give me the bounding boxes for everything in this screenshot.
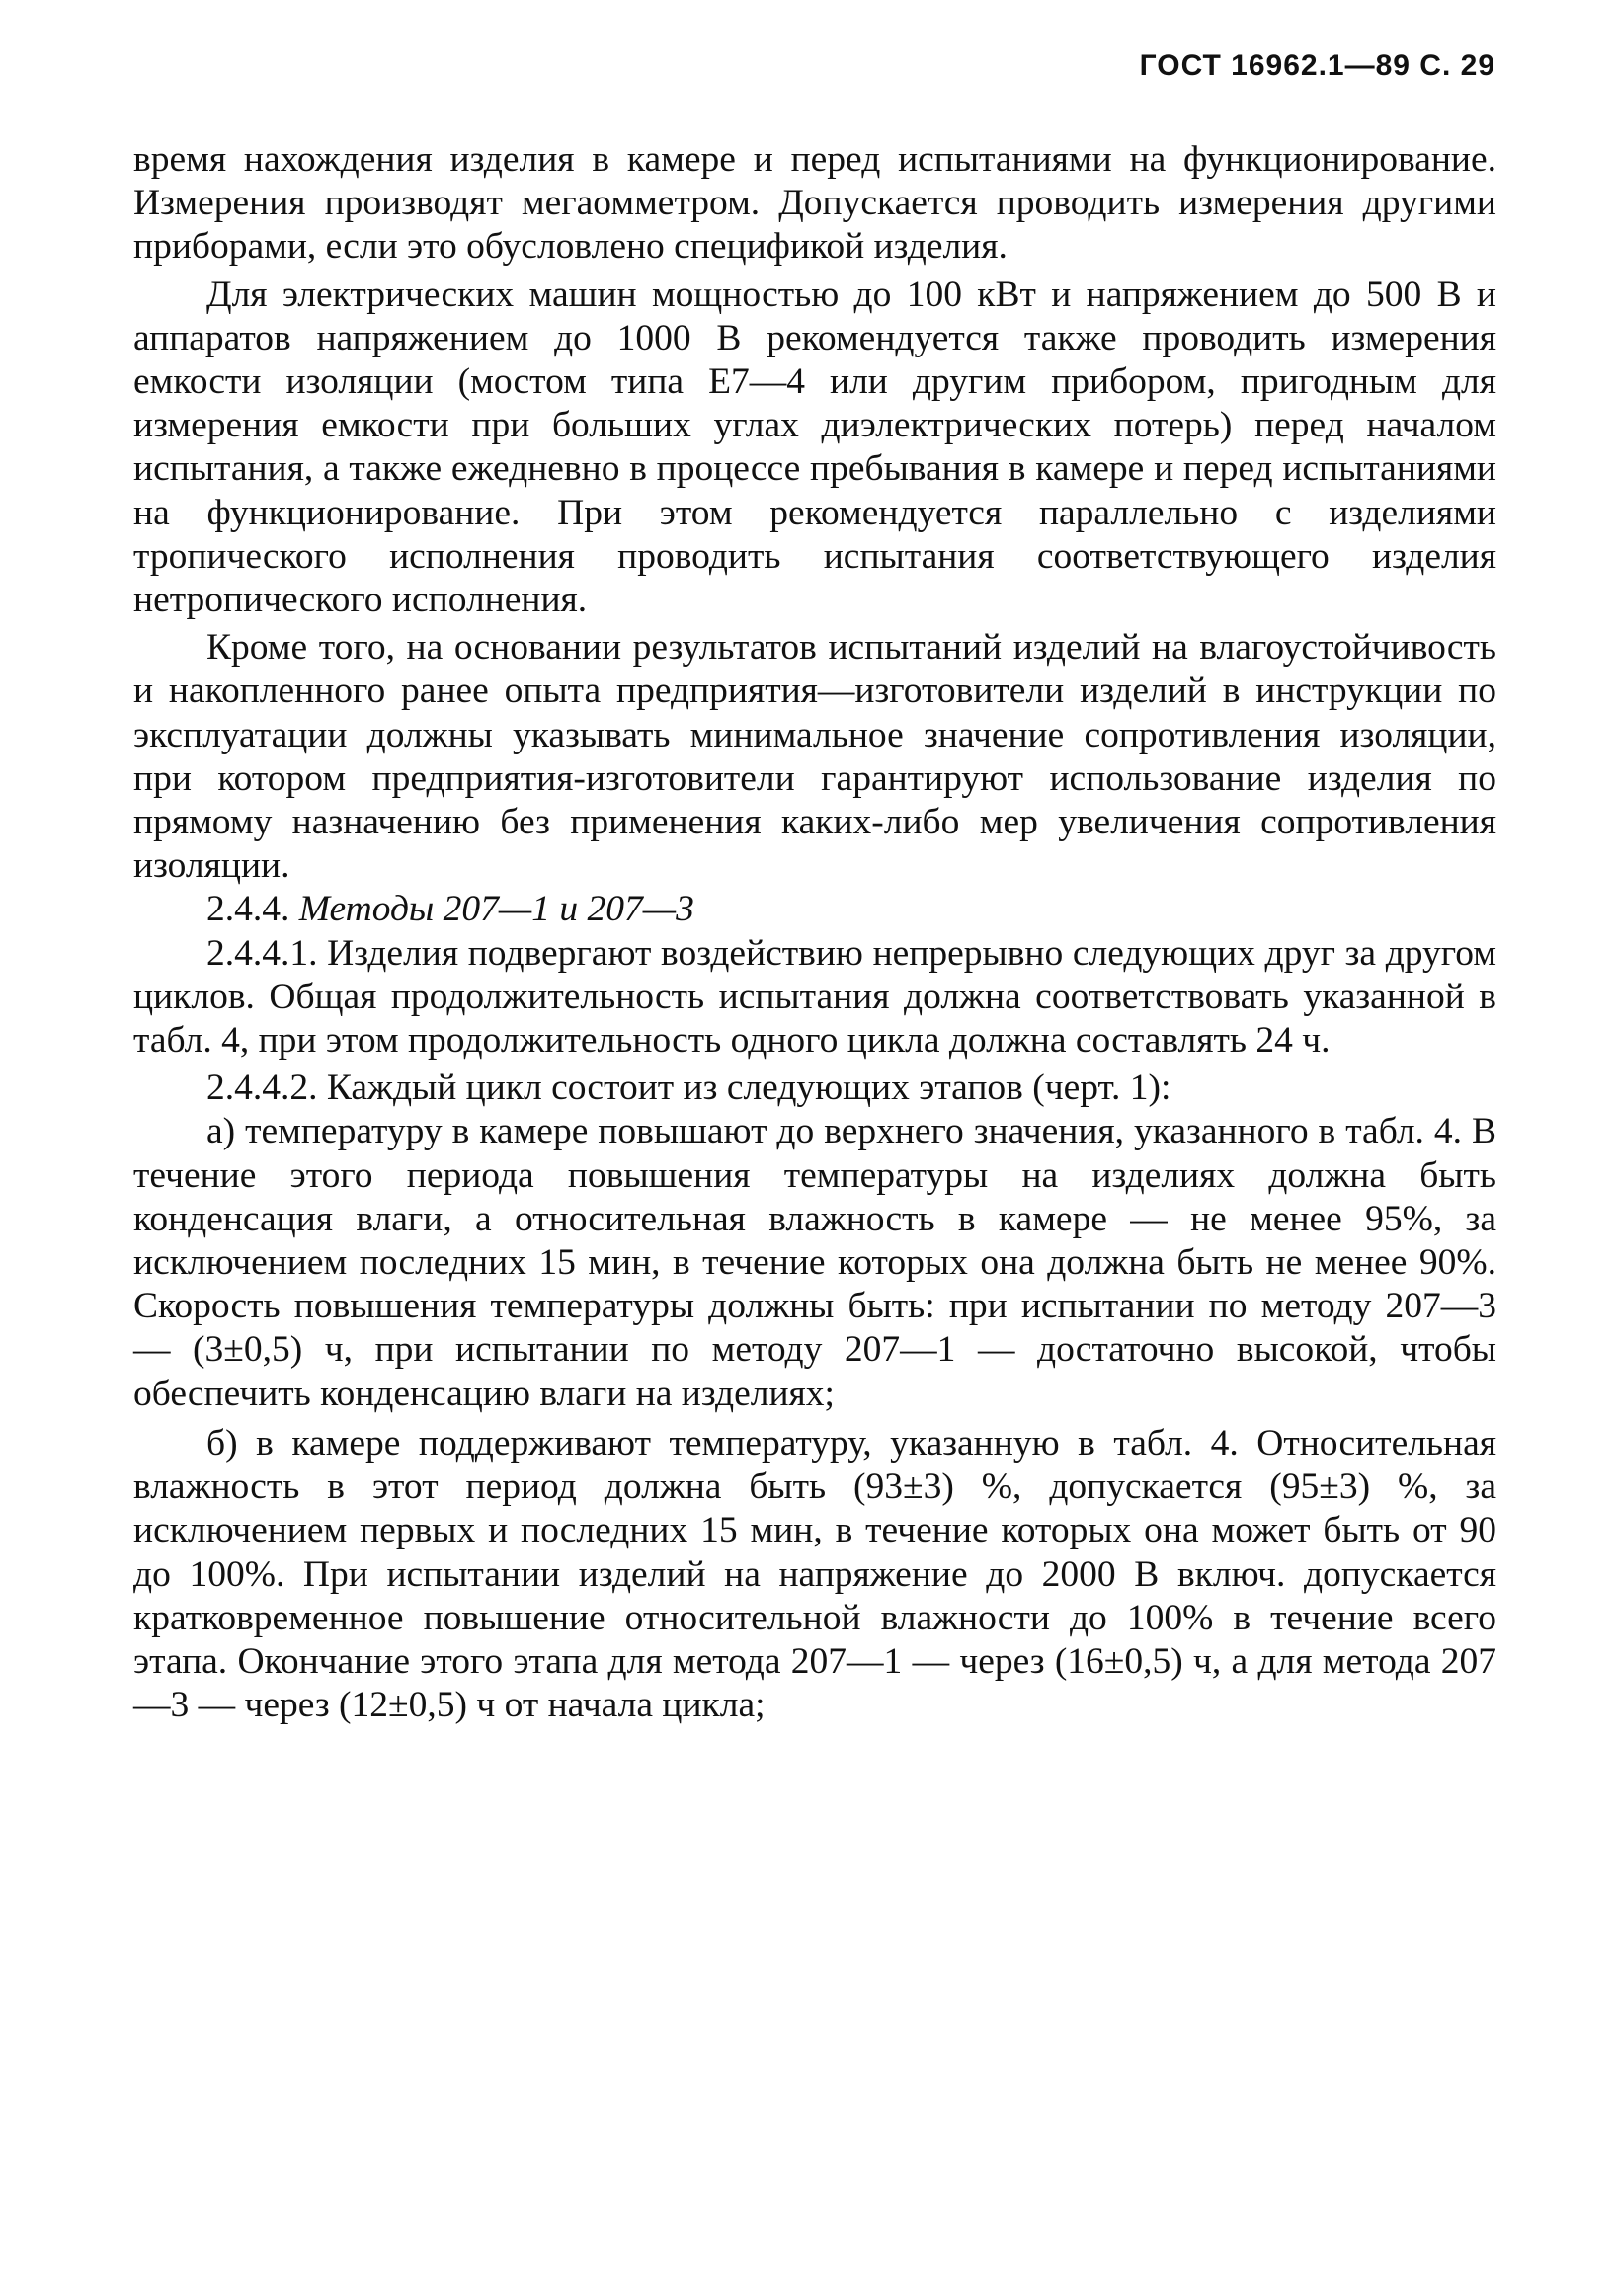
paragraph-2-4-4-1: 2.4.4.1. Изделия подвергают воздействию непрерывно следующих друг за другом циклов. Общая продолжительность испытания должна соответствовать указанной в табл. 4, при этом продолжительность одного цикла должна составлять 24 ч. [133,932,1496,1062]
body-text [133,138,1496,1727]
paragraph-continuation: время нахождения изделия в камере и перед испытаниями на функционирование. Измерения производят мегаомметром. Допускается проводить измерения другими приборами, если это обусловлено спецификой изделия. [133,139,1496,268]
paragraph-capacitance: Для электрических машин мощностью до 100 кВт и напряжением до 500 В и аппаратов напряжением до 1000 В рекомендуется также проводить измерения емкости изоляции (мостом типа Е7—4 или другим прибором, пригодным для измерения емкости при больших углах диэлектрических потерь) перед началом испытания, а также ежедневно в процессе пребывания в камере и перед испытаниями на функционирование. При этом рекомендуется параллельно с изделиями тропического исполнения проводить испытания соответствующего изделия нетропического исполнения. [133,274,1496,621]
paragraph-resistance: Кроме того, на основании результатов испытаний изделий на влагоустойчивость и накопленного ранее опыта предприятия—изготовители изделий в инструкции по эксплуатации должны указывать минимальное значение сопротивления изоляции, при котором предприятия-изготовители гарантируют использование изделия по прямому назначению без применения каких-либо мер увеличения сопротивления изоляции. [133,627,1496,887]
paragraph-2-4-4-2: 2.4.4.2. Каждый цикл состоит из следующих этапов (черт. 1): [206,1068,1171,1109]
section-title: Методы 207—1 и 207—3 [298,889,694,930]
section-number: 2.4.4. [206,889,290,930]
list-item-b: б) в камере поддерживают температуру, указанную в табл. 4. Относительная влажность в этот период должна быть (93±3) %, допускается (95±3) %, за исключением первых и последних 15 мин, в течение которых она может быть от 90 до 100%. При испытании изделий на напряжение до 2000 В включ. допускается кратковременное повышение относительной влажности до 100% в течение всего этапа. Окончание этого этапа для метода 207—1 — через (16±0,5) ч, а для метода 207—3 — через (12±0,5) ч от начала цикла; [133,1422,1496,1726]
running-header: ГОСТ 16962.1—89 С. 29 [1139,49,1495,82]
section-heading-2-4-4 [133,888,1496,931]
list-item-a: а) температуру в камере повышают до верхнего значения, указанного в табл. 4. В течение этого периода повышения температуры на изделиях должна быть конденсация влаги, а относительная влажность в камере — не менее 95%, за исключением последних 15 мин, в течение которых она должна быть не менее 90%. Скорость повышения температуры должны быть: при испытании по методу 207—3 — (3±0,5) ч, при испытании по методу 207—1 — достаточно высокой, чтобы обеспечить конденсацию влаги на изделиях; [133,1111,1496,1414]
